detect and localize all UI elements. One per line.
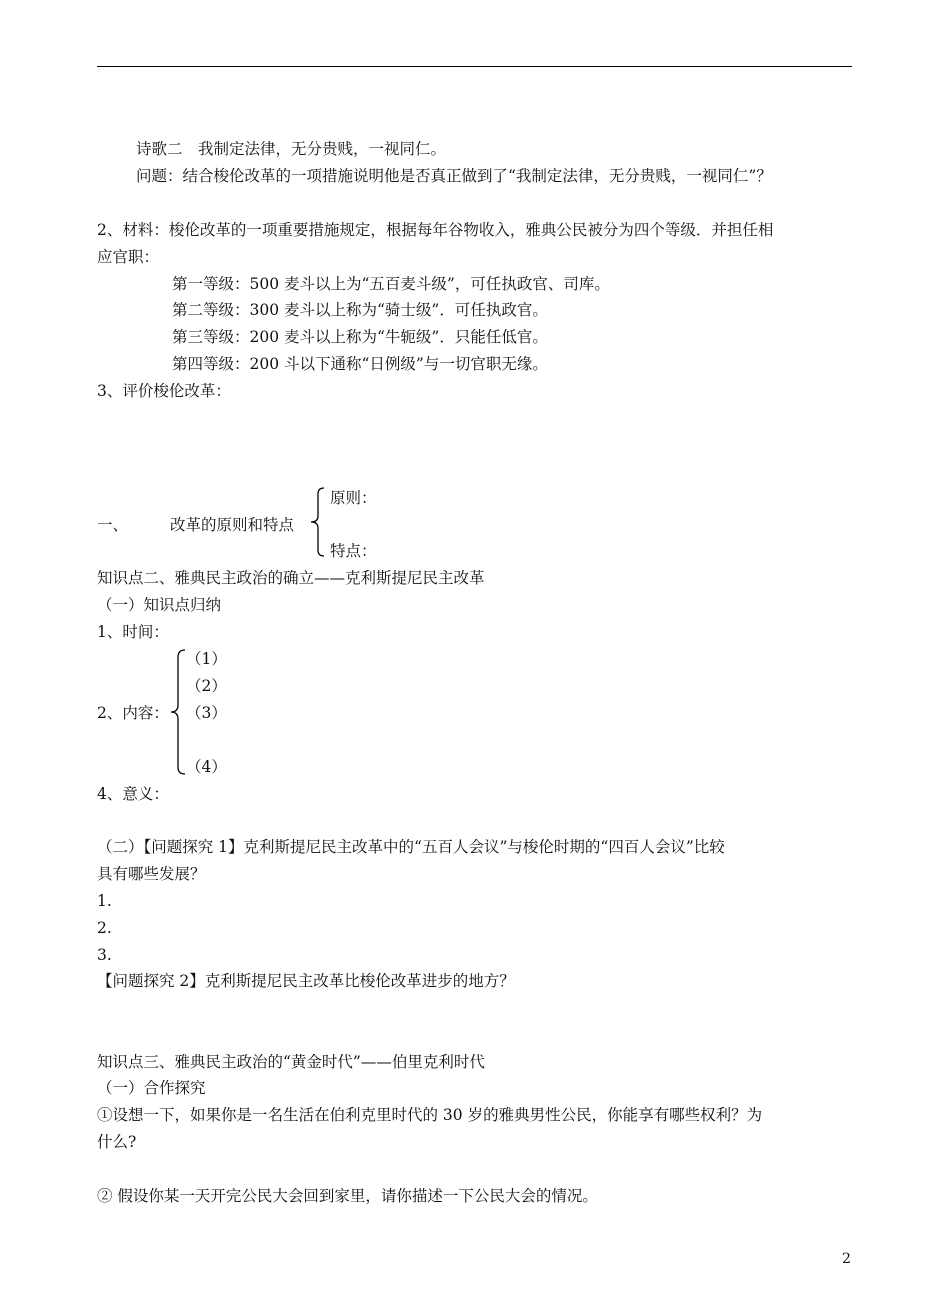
material-line-2: 应官职： (97, 248, 160, 266)
kp3-title: 知识点三、雅典民主政治的“黄金时代”——伯里克利时代 (97, 1053, 485, 1071)
question-solon-law: 问题：结合梭伦改革的一项措施说明他是否真正做到了“我制定法律，无分贵贱，一视同仁”？ (136, 167, 772, 185)
principles-label: 改革的原则和特点 (170, 516, 295, 534)
kp2-significance: 4、意义： (97, 785, 169, 803)
principle-label: 原则： (330, 489, 377, 507)
content-item-3: （3） (186, 704, 227, 722)
page-number: 2 (842, 1251, 851, 1267)
inquiry1-item-2: 2. (97, 919, 112, 937)
level-2: 第二等级：300 麦斗以上称为“骑士级”．可任执政官。 (172, 301, 548, 319)
inquiry1-item-3: 3. (97, 946, 112, 964)
inquiry1-item-1: 1. (97, 892, 112, 910)
level-1: 第一等级：500 麦斗以上为“五百麦斗级”，可任执政官、司库。 (172, 275, 610, 293)
evaluate-solon: 3、评价梭伦改革： (97, 382, 231, 400)
kp2-title: 知识点二、雅典民主政治的确立——克利斯提尼民主改革 (97, 569, 485, 587)
kp3-q2: ② 假设你某一天开完公民大会回到家里，请你描述一下公民大会的情况。 (97, 1187, 598, 1205)
material-line-1: 2、材料：梭伦改革的一项重要措施规定，根据每年谷物收入，雅典公民被分为四个等级．并担任相 (97, 221, 774, 239)
kp3-coop: （一）合作探究 (97, 1079, 206, 1097)
kp2-summary: （一）知识点归纳 (97, 596, 222, 614)
level-4: 第四等级：200 斗以下通称“日例级”与一切官职无缘。 (172, 355, 548, 373)
kp3-q1-line-1: ①设想一下，如果你是一名生活在伯利克里时代的 30 岁的雅典男性公民，你能享有哪些权利？为 (97, 1106, 763, 1124)
poem-two: 诗歌二 我制定法律，无分贵贱，一视同仁。 (136, 140, 447, 158)
header-rule (97, 66, 852, 67)
principles-brace-icon (308, 486, 328, 558)
level-3: 第三等级：200 麦斗以上称为“牛轭级”．只能任低官。 (172, 328, 548, 346)
content-item-4: （4） (186, 758, 227, 776)
content-brace-icon (168, 648, 188, 776)
content-item-1: （1） (186, 650, 227, 668)
content-item-2: （2） (186, 677, 227, 695)
kp3-q1-line-2: 什么? (97, 1133, 137, 1151)
inquiry1-line-1: （二）【问题探究 1】克利斯提尼民主改革中的“五百人会议”与梭伦时期的“四百人会议”比较 (97, 838, 725, 856)
kp2-time: 1、时间： (97, 623, 169, 641)
inquiry1-line-2: 具有哪些发展？ (97, 865, 206, 883)
inquiry2: 【问题探究 2】克利斯提尼民主改革比梭伦改革进步的地方？ (97, 972, 515, 990)
principles-prefix: 一、 (97, 516, 129, 534)
kp2-content-label: 2、内容： (97, 704, 169, 722)
feature-label: 特点： (330, 542, 377, 560)
